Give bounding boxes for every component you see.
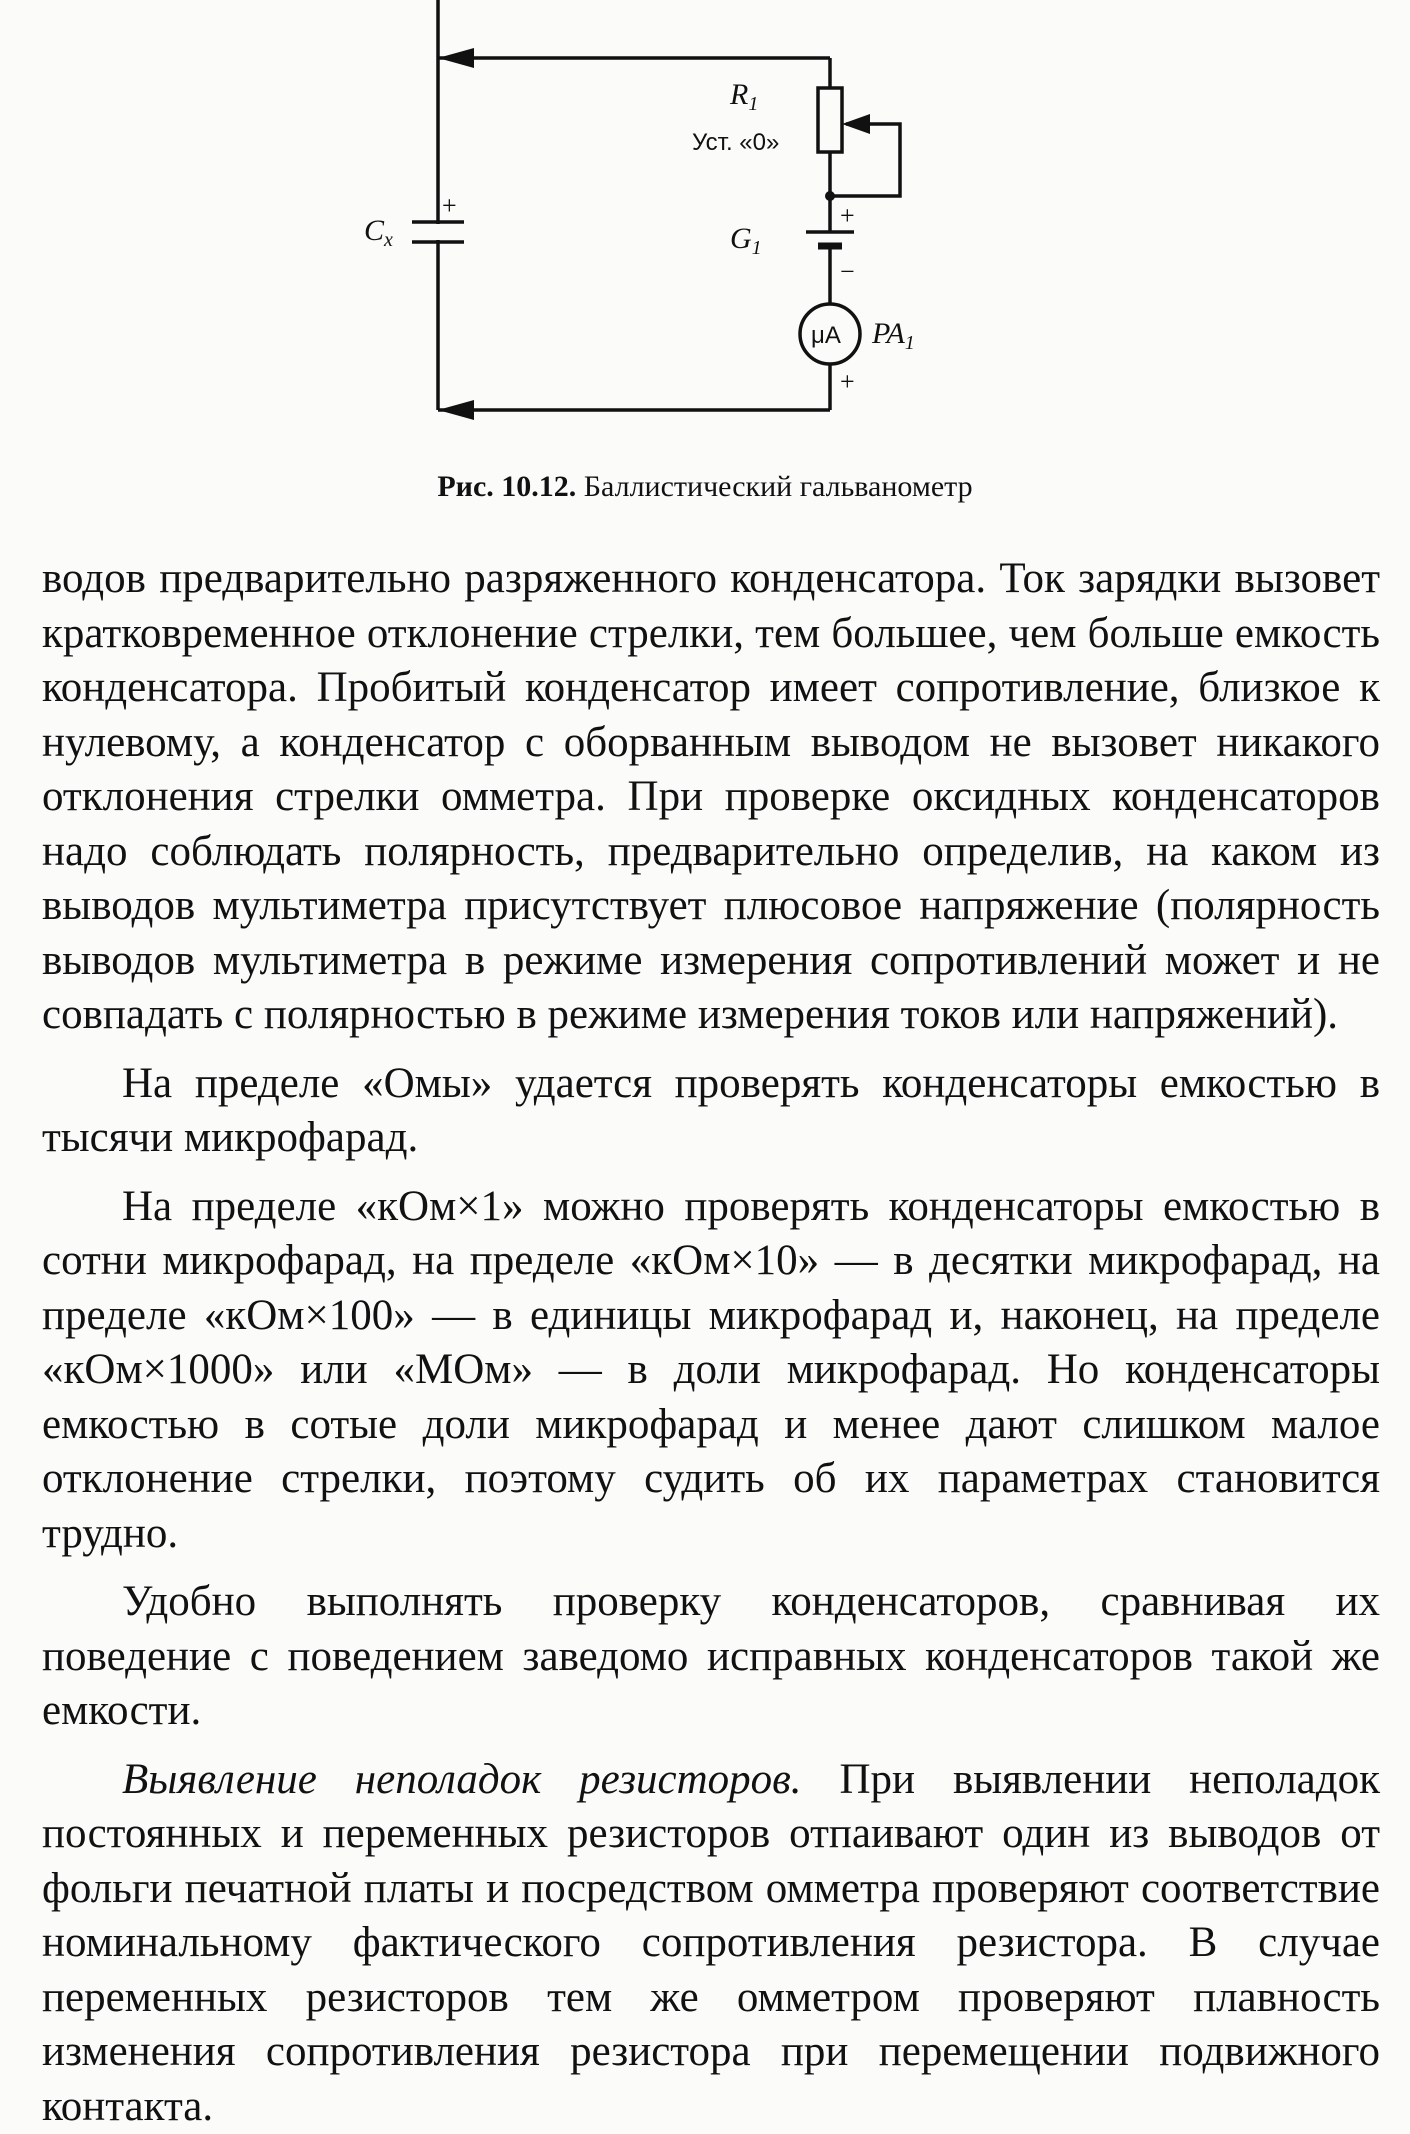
label-g1: $G_1$	[730, 222, 762, 259]
section-run-in-heading: Выявление неполадок резисторов.	[122, 1756, 802, 1803]
label-cx-plus: +	[442, 191, 457, 220]
body-text	[42, 552, 1380, 2134]
arrow-r1-tap	[842, 114, 870, 134]
figure-number: Рис. 10.12.	[437, 470, 576, 503]
paragraph: На пределе «кОм×1» можно проверять конденсаторы емкостью в сотни микрофарад, на пределе «кОм×10» — в десятки микрофарад, на пределе «кОм×100» — в единицы микрофарад и, наконец, на пределе «кОм×1000» или «МОм» — в доли микрофарад. Но конденсаторы емкостью в сотые доли микрофарад и менее дают слишком малое отклонение стрелки, поэтому судить об их параметрах становится трудно.	[42, 1180, 1380, 1562]
figure-title: Баллистический гальванометр	[584, 470, 973, 503]
label-cx: $C_x$	[364, 214, 393, 251]
arrow-top	[438, 48, 474, 68]
figure-caption	[0, 470, 1410, 504]
paragraph	[42, 1753, 1380, 2134]
label-pa1: $PA_1$	[871, 317, 915, 354]
label-zero-set: Уст. «0»	[692, 129, 779, 156]
paragraph: водов предварительно разряженного конденсатора. Ток зарядки вызовет кратковременное отклонение стрелки, тем большее, чем больше емкость конденсатора. Пробитый конденсатор имеет сопротивление, близкое к нулевому, а конденсатор с оборванным выводом не вызовет никакого отклонения стрелки омметра. При проверке оксидных конденсаторов надо соблюдать полярность, предварительно определив, на каком из выводов мультиметра присутствует плюсовое напряжение (полярность выводов мультиметра в режиме измерения сопротивлений может и не совпадать с полярностью в режиме измерения токов или напряжений).	[42, 552, 1380, 1043]
arrow-bottom	[438, 400, 474, 420]
label-r1: $R_1$	[729, 78, 758, 115]
junction-dot	[825, 191, 835, 201]
paragraph-text: При выявлении неполадок постоянных и переменных резисторов отпаивают один из выводов от фольги печатной платы и посредством омметра проверяют соответствие номинальному фактического сопротивления резистора. В случае переменных резисторов тем же омметром проверяют плавность изменения сопротивления резистора при перемещении подвижного контакта.	[42, 1756, 1380, 2130]
resistor-r1	[818, 88, 842, 152]
label-meter: μA	[811, 322, 841, 349]
label-meter-plus: +	[840, 367, 855, 396]
paragraph: Удобно выполнять проверку конденсаторов, сравнивая их поведение с поведением заведомо исправных конденсаторов такой же емкости.	[42, 1575, 1380, 1739]
paragraph: На пределе «Омы» удается проверять конденсаторы емкостью в тысячи микрофарад.	[42, 1057, 1380, 1166]
label-g1-minus: −	[840, 257, 855, 286]
circuit-diagram	[430, 0, 950, 470]
label-g1-plus: +	[840, 201, 855, 230]
